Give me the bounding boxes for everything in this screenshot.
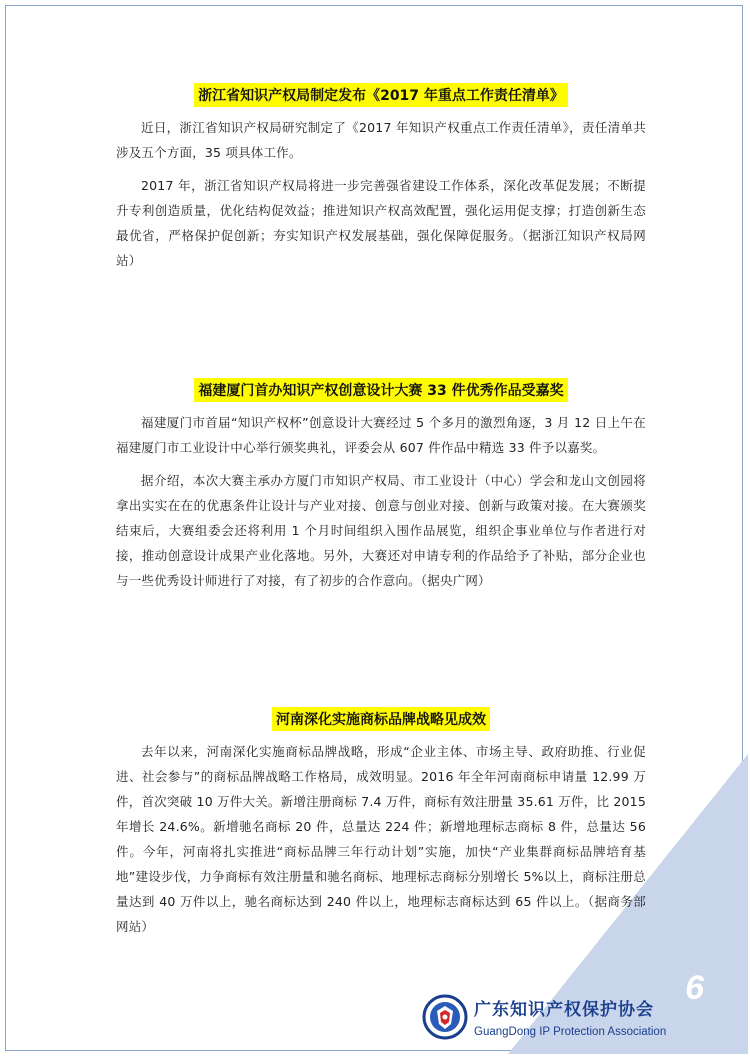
page-number: 6: [685, 969, 704, 1007]
article-henan: [116, 707, 646, 947]
article-paragraph: 去年以来，河南深化实施商标品牌战略，形成“企业主体、市场主导、政府助推、行业促进、社会参与”的商标品牌战略工作格局，成效明显。2016 年全年河南商标申请量 12.99 万件，首次突破 10 万件大关。新增注册商标 7.4 万件，商标有效注册量 35.61 万件，比 2015 年增长 24.6%。新增驰名商标 20 件，总量达 224 件；新增地理标志商标 8 件，总量达 56 件。今年，河南将扎实推进“商标品牌三年行动计划”实施，加快“产业集群商标品牌培育基地”建设步伐，力争商标有效注册量和驰名商标、地理标志商标分别增长 5%以上，商标注册总量达到 40 万件以上，驰名商标达到 240 件以上，地理标志商标达到 65 件以上。（据商务部网站）: [116, 744, 646, 934]
article-paragraph: 福建厦门市首届“知识产权杯”创意设计大赛经过 5 个多月的激烈角逐，3 月 12 日上午在福建厦门市工业设计中心举行颁奖典礼，评委会从 607 件作品中精选 33 件予以嘉奖。: [116, 415, 646, 455]
article-paragraph: 据介绍，本次大赛主承办方厦门市知识产权局、市工业设计（中心）学会和龙山文创园将拿出实实在在的优惠条件让设计与产业对接、创意与创业对接、创新与政策对接。在大赛颁奖结束后，大赛组委会还将利用 1 个月时间组织入围作品展览，组织企事业单位与作者进行对接，推动创意设计成果产业化落地。另外，大赛还对申请专利的作品给予了补贴，部分企业也与一些优秀设计师进行了对接，有了初步的合作意向。（据央广网）: [116, 473, 646, 588]
association-logo-icon: [422, 994, 468, 1040]
article-paragraph: 2017 年，浙江省知识产权局将进一步完善强省建设工作体系，深化改革促发展；不断提升专利创造质量，优化结构促效益；推进知识产权高效配置，强化运用促支撑；打造创新生态最优省，严格保护促创新；夯实知识产权发展基础，强化保障促服务。（据浙江知识产权局网站）: [116, 178, 646, 268]
article-title: 河南深化实施商标品牌战略见成效: [272, 707, 490, 731]
organization-name: 广东知识产权保护协会: [474, 1000, 654, 1020]
organization-name-en: GuangDong IP Protection Association: [474, 1026, 667, 1038]
article-title: 浙江省知识产权局制定发布《2017 年重点工作责任清单》: [194, 83, 568, 107]
article-zhejiang: [116, 83, 646, 281]
article-title: 福建厦门首办知识产权创意设计大赛 33 件优秀作品受嘉奖: [194, 378, 567, 402]
article-paragraph: 近日，浙江省知识产权局研究制定了《2017 年知识产权重点工作责任清单》，责任清单共涉及五个方面，35 项具体工作。: [116, 120, 646, 160]
article-fujian: [116, 378, 646, 601]
